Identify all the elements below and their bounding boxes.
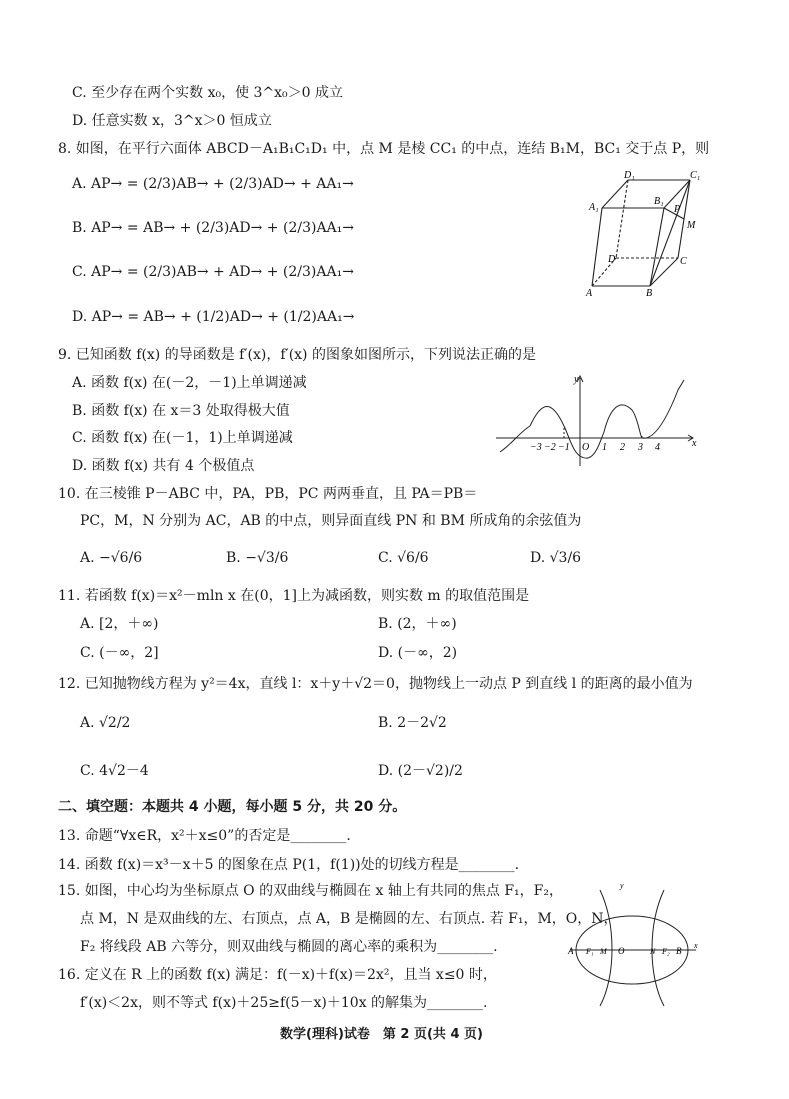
fig15-f2-label: F₂ <box>662 947 670 956</box>
q15-line3: F₂ 将线段 AB 六等分，则双曲线与椭圆的离心率的乘积为________. <box>80 939 498 955</box>
q10-option-b: B. −√3/6 <box>226 550 289 566</box>
label-b1: B₁ <box>654 196 664 207</box>
q12-option-d: D. (2－√2)/2 <box>378 763 463 779</box>
fig15-y-label: y <box>620 881 624 890</box>
label-c1: C₁ <box>690 170 701 181</box>
q12-option-b: B. 2－2√2 <box>378 715 447 731</box>
q12-option-c: C. 4√2－4 <box>80 763 149 779</box>
q16-line2: f′(x)＜2x，则不等式 f(x)＋25≥f(5－x)＋10x 的解集为________. <box>80 995 488 1011</box>
fig15-n-label: N <box>650 947 656 956</box>
page-footer: 数学(理科)试卷 第 2 页(共 4 页) <box>280 1027 483 1042</box>
q7-option-c: C. 至少存在两个实数 x₀，使 3^x₀＞0 成立 <box>72 85 344 101</box>
ellipse-hyperbola-figure <box>566 876 706 1008</box>
tick-1: 1 <box>602 442 607 453</box>
graph-y-label: y <box>574 374 579 385</box>
label-c: C <box>680 256 687 267</box>
fig15-o-label: O <box>618 946 625 956</box>
fig15-x-label: x <box>694 941 698 950</box>
tick-2: 2 <box>620 442 625 453</box>
q9-option-b: B. 函数 f(x) 在 x＝3 处取得极大值 <box>72 403 290 419</box>
q15-line2: 点 M，N 是双曲线的左、右顶点，点 A，B 是椭圆的左、右顶点. 若 F₁，M，O，N， <box>80 911 618 927</box>
q9-option-d: D. 函数 f(x) 共有 4 个极值点 <box>72 458 255 474</box>
q9-option-c: C. 函数 f(x) 在(－1，1)上单调递减 <box>72 430 293 446</box>
q11-option-b: B. (2，＋∞) <box>378 616 457 632</box>
derivative-graph <box>492 370 702 470</box>
q8-option-d: D. AP→ = AB→ + (1/2)AD→ + (1/2)AA₁→ <box>72 309 355 325</box>
q9-stem: 9. 已知函数 f(x) 的导函数是 f′(x)，f′(x) 的图象如图所示，下列说法正确的是 <box>58 347 536 363</box>
label-p: P <box>674 204 681 215</box>
tick-neg1: −1 <box>558 442 570 453</box>
q12-stem: 12. 已知抛物线方程为 y²＝4x，直线 l：x＋y＋√2＝0，抛物线上一动点 P 到直线 l 的距离的最小值为 <box>58 676 693 692</box>
tick-4: 4 <box>655 442 660 453</box>
q8-option-a: A. AP→ = (2/3)AB→ + (2/3)AD→ + AA₁→ <box>72 176 354 192</box>
section-fill-in-heading: 二、填空题：本题共 4 小题，每小题 5 分，共 20 分。 <box>58 799 407 815</box>
q11-stem: 11. 若函数 f(x)＝x²－mln x 在(0，1]上为减函数，则实数 m 的取值范围是 <box>58 588 530 604</box>
label-a1: A₁ <box>589 202 599 213</box>
fig15-a-label: A <box>568 946 574 956</box>
parallelepiped-figure <box>584 168 704 303</box>
q11-option-c: C. (－∞，2] <box>80 645 159 661</box>
q7-option-d: D. 任意实数 x，3^x＞0 恒成立 <box>72 113 272 129</box>
q15-line1: 15. 如图，中心均为坐标原点 O 的双曲线与椭圆在 x 轴上有共同的焦点 F₁，F₂， <box>58 883 563 899</box>
tick-3: 3 <box>638 442 643 453</box>
q14-text: 14. 函数 f(x)＝x³－x＋5 的图象在点 P(1，f(1))处的切线方程是________. <box>58 857 520 873</box>
q11-option-a: A. [2，＋∞) <box>80 616 159 632</box>
q10-option-d: D. √3/6 <box>530 550 582 566</box>
q13-text: 13. 命题“∀x∈R，x²＋x≤0”的否定是________. <box>58 828 351 844</box>
q10-stem-line1: 10. 在三棱锥 P－ABC 中，PA，PB，PC 两两垂直，且 PA＝PB＝ <box>58 486 478 502</box>
fig15-f1-label: F₁ <box>586 947 594 956</box>
q8-stem: 8. 如图，在平行六面体 ABCD－A₁B₁C₁D₁ 中，点 M 是棱 CC₁ 的中点，连结 B₁M，BC₁ 交于点 P，则 <box>58 141 710 157</box>
label-m: M <box>687 220 696 231</box>
q10-stem-line2: PC，M，N 分别为 AC，AB 的中点，则异面直线 PN 和 BM 所成角的余弦值为 <box>80 513 582 529</box>
graph-origin-label: O <box>582 442 590 453</box>
tick-neg2: −2 <box>544 442 556 453</box>
q8-option-b: B. AP→ = AB→ + (2/3)AD→ + (2/3)AA₁→ <box>72 220 355 236</box>
fig15-m-label: M <box>600 947 607 956</box>
label-d1: D₁ <box>624 170 635 181</box>
tick-neg3: −3 <box>530 442 542 453</box>
graph-x-label: x <box>692 438 697 449</box>
q16-line1: 16. 定义在 R 上的函数 f(x) 满足：f(－x)＋f(x)＝2x²，且当 x≤0 时， <box>58 967 497 983</box>
q8-option-c: C. AP→ = (2/3)AB→ + AD→ + (2/3)AA₁→ <box>72 264 354 280</box>
label-b: B <box>646 288 653 299</box>
q11-option-d: D. (－∞，2) <box>378 645 458 661</box>
label-a: A <box>586 288 593 299</box>
q10-option-a: A. −√6/6 <box>80 550 143 566</box>
q9-option-a: A. 函数 f(x) 在(－2，－1)上单调递减 <box>72 375 307 391</box>
q12-option-a: A. √2/2 <box>80 715 131 731</box>
q10-option-c: C. √6/6 <box>378 550 429 566</box>
fig15-b-label: B <box>676 946 682 956</box>
label-d: D <box>608 254 616 265</box>
